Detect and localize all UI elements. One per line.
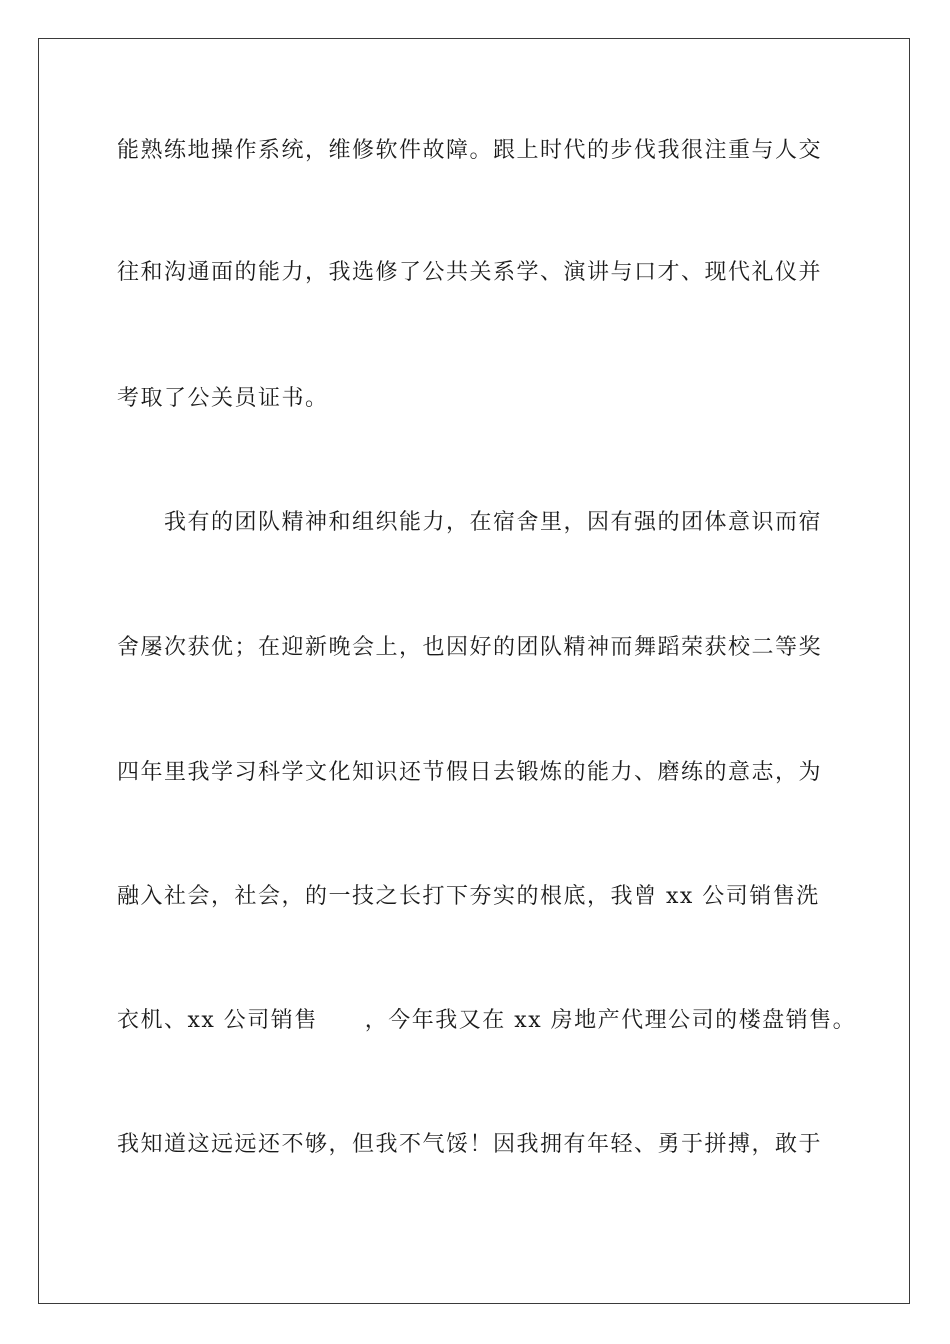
text-line-3: 考取了公关员证书。 — [117, 386, 329, 411]
text-line-1: 能熟练地操作系统，维修软件故障。跟上时代的步伐我很注重与人交 — [117, 138, 823, 163]
text-line-5: 舍屡次获优；在迎新晚会上，也因好的团队精神而舞蹈荣获校二等奖 — [117, 635, 823, 660]
text-line-4: 我有的团队精神和组织能力，在宿舍里，因有强的团体意识而宿 — [164, 510, 823, 535]
text-line-2: 往和沟通面的能力，我选修了公共关系学、演讲与口才、现代礼仪并 — [117, 260, 823, 285]
text-line-9: 我知道这远远还不够，但我不气馁！因我拥有年轻、勇于拼搏，敢于 — [117, 1132, 823, 1157]
text-line-7: 融入社会，社会，的一技之长打下夯实的根底，我曾 xx 公司销售洗 — [117, 884, 820, 909]
text-line-6: 四年里我学习科学文化知识还节假日去锻炼的能力、磨练的意志，为 — [117, 760, 823, 785]
page-frame — [38, 38, 910, 1304]
text-line-8: 衣机、xx 公司销售 ，今年我又在 xx 房地产代理公司的楼盘销售。 — [117, 1008, 857, 1033]
